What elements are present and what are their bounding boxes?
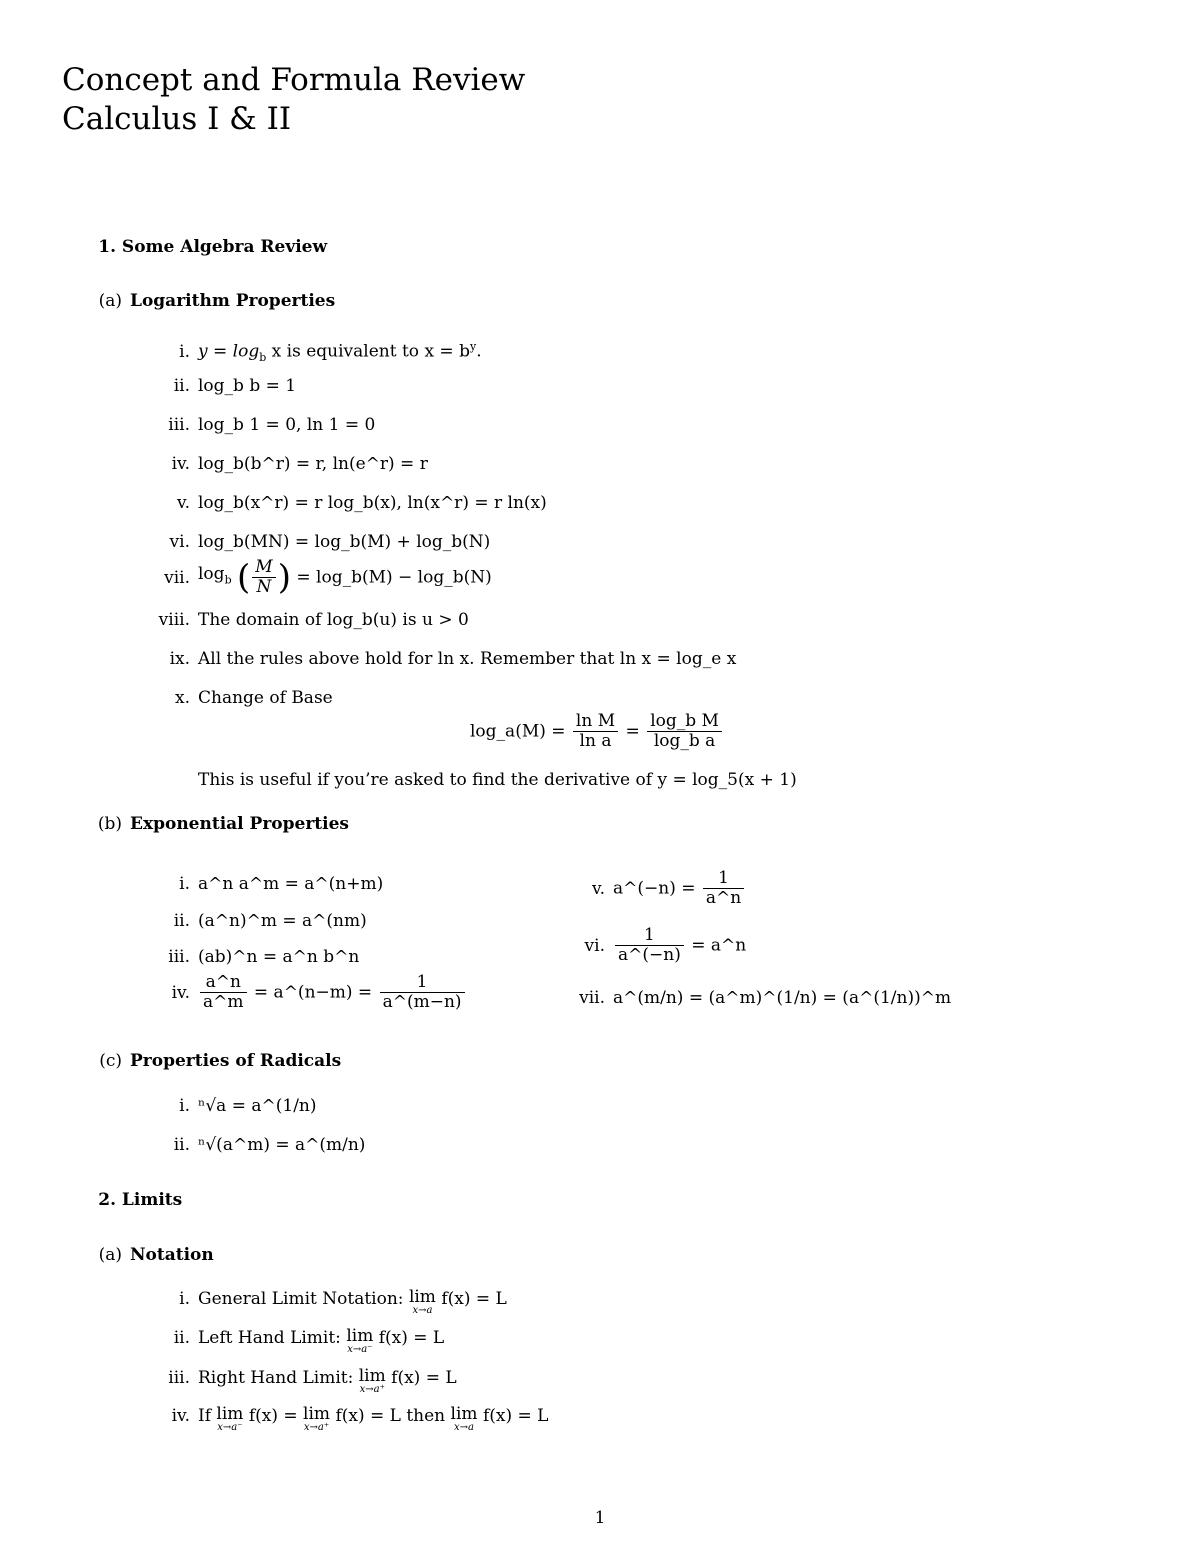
item-text: .	[476, 341, 482, 362]
item-numeral: iv.	[171, 454, 190, 474]
limit-word: lim	[450, 1404, 478, 1424]
item-text: General Limit Notation:	[198, 1289, 404, 1309]
subsection-heading	[92, 813, 349, 835]
list-item	[150, 687, 333, 709]
item-numeral: vi.	[169, 532, 190, 552]
page-number: 1	[594, 1508, 606, 1528]
document-title: Concept and Formula Review	[62, 62, 526, 98]
list-item	[565, 926, 746, 965]
item-text: log_b(b^r) = r, ln(e^r) = r	[198, 454, 428, 474]
fraction-numerator: 1	[718, 868, 729, 888]
limit-operator	[409, 1288, 436, 1316]
subsection-heading	[92, 1050, 341, 1072]
item-numeral: vii.	[579, 988, 605, 1008]
item-text: (ab)^n = a^n b^n	[198, 947, 360, 967]
list-item	[150, 1288, 507, 1316]
limit-operator	[451, 1405, 478, 1433]
item-text: a^(m/n) = (a^m)^(1/n) = (a^(1/n))^m	[613, 988, 952, 1008]
section-number: 2.	[98, 1190, 116, 1210]
limit-operator	[359, 1367, 386, 1395]
right-paren: )	[277, 557, 291, 598]
list-item	[150, 609, 469, 631]
list-item	[150, 1134, 365, 1156]
fraction-numerator: ln M	[575, 711, 616, 731]
item-numeral: x.	[175, 688, 190, 708]
fraction-denominator: a^n	[703, 888, 744, 908]
fraction-denominator: a^m	[200, 992, 247, 1012]
item-text: f(x) = L	[441, 1289, 507, 1309]
item-text: f(x) = L	[391, 1368, 457, 1388]
item-text: log_b(x^r) = r log_b(x), ln(x^r) = r ln(x)	[198, 493, 547, 513]
item-numeral: ii.	[173, 376, 190, 396]
item-numeral: i.	[179, 1096, 190, 1116]
item-numeral: ii.	[173, 911, 190, 931]
note-text: This is useful if you’re asked to find the derivative of y = log_5(x + 1)	[198, 770, 797, 790]
list-item	[150, 1095, 317, 1117]
item-text: f(x) = L	[482, 1406, 549, 1426]
list-item	[150, 1405, 548, 1433]
fraction-denominator: a^(m−n)	[380, 992, 465, 1012]
list-item	[565, 987, 951, 1009]
list-item	[150, 910, 367, 932]
limit-operator	[346, 1327, 373, 1355]
limit-word: lim	[303, 1404, 331, 1424]
list-item	[150, 1327, 444, 1355]
item-text: = a^n	[691, 935, 747, 956]
fraction-numerator: 1	[644, 925, 655, 945]
item-text: log_b b = 1	[198, 376, 297, 396]
fraction	[615, 926, 684, 965]
fraction	[200, 973, 247, 1012]
item-superscript: y	[469, 340, 477, 353]
section-title: Limits	[121, 1190, 183, 1210]
fraction-numerator: M	[255, 557, 273, 577]
subsection-heading	[92, 1244, 214, 1266]
fraction-denominator: ln a	[573, 731, 618, 751]
item-text: Right Hand Limit:	[198, 1368, 354, 1388]
list-item	[150, 973, 467, 1012]
formula-lhs: log_a(M) =	[470, 721, 566, 742]
fraction	[703, 869, 744, 908]
item-text: Left Hand Limit:	[198, 1328, 341, 1348]
list-item	[150, 414, 375, 436]
item-text: f(x) = L	[378, 1328, 445, 1348]
fraction-denominator: log_b a	[647, 731, 722, 751]
item-text: log_b 1 = 0, ln 1 = 0	[198, 415, 376, 435]
limit-subscript: x→a	[454, 1422, 475, 1433]
fraction	[252, 558, 275, 597]
limit-word: lim	[408, 1287, 436, 1307]
item-text: a^n a^m = a^(n+m)	[198, 874, 384, 894]
subsection-title: Exponential Properties	[130, 814, 349, 834]
limit-word: lim	[216, 1404, 244, 1424]
limit-subscript: x→a⁻	[217, 1422, 243, 1433]
item-text: All the rules above hold for ln x. Remember that ln x = log_e x	[198, 649, 737, 669]
left-paren: (	[237, 557, 251, 598]
item-numeral: i.	[179, 341, 190, 362]
item-numeral: viii.	[158, 610, 190, 630]
item-numeral: iii.	[168, 415, 190, 435]
item-numeral: ix.	[169, 649, 190, 669]
subsection-title: Properties of Radicals	[130, 1051, 342, 1071]
fraction-numerator: log_b M	[650, 711, 719, 731]
log-prefix: $\log_b$	[198, 564, 232, 587]
item-text: f(x) =	[248, 1406, 298, 1426]
item-text: log_b(MN) = log_b(M) + log_b(N)	[198, 532, 491, 552]
equals-sign: =	[625, 721, 640, 742]
list-item	[150, 492, 547, 514]
fraction-numerator: 1	[416, 972, 428, 992]
item-numeral: vii.	[164, 567, 190, 588]
limit-word: lim	[346, 1326, 374, 1346]
list-item	[150, 336, 482, 369]
section-heading	[92, 236, 327, 258]
subsection-title: Logarithm Properties	[130, 291, 336, 311]
list-item	[150, 1367, 457, 1395]
item-numeral: v.	[592, 878, 605, 899]
change-of-base-formula	[470, 712, 724, 751]
section-title: Some Algebra Review	[121, 237, 328, 257]
fraction	[573, 712, 618, 751]
item-text: = a^(n−m) =	[253, 982, 373, 1003]
fraction	[380, 973, 465, 1012]
item-numeral: iv.	[171, 1406, 190, 1426]
limit-subscript: x→a⁻	[347, 1344, 373, 1355]
item-numeral: iv.	[171, 982, 190, 1003]
section-number: 1.	[98, 237, 116, 257]
item-numeral: iii.	[168, 947, 190, 967]
subsection-label: (b)	[97, 814, 122, 834]
fraction	[647, 712, 722, 751]
limit-subscript: x→a⁺	[359, 1384, 385, 1395]
list-item	[150, 531, 490, 553]
item-text: ⁿ√(a^m) = a^(m/n)	[198, 1135, 366, 1155]
item-text: Change of Base	[198, 688, 333, 708]
item-text: f(x) = L then	[335, 1406, 446, 1426]
item-text: (a^n)^m = a^(nm)	[198, 911, 367, 931]
subsection-heading	[92, 290, 335, 312]
limit-subscript: x→a⁺	[303, 1422, 330, 1433]
item-numeral: vi.	[584, 935, 605, 956]
limit-operator	[216, 1405, 243, 1433]
item-numeral: ii.	[173, 1135, 190, 1155]
limit-subscript: x→a	[412, 1305, 433, 1316]
item-text: y = log	[198, 341, 260, 362]
item-subscript: b	[259, 351, 267, 365]
item-text: a^(−n) =	[613, 878, 696, 899]
list-item	[150, 648, 736, 670]
subsection-label: (a)	[98, 291, 122, 311]
document-subtitle: Calculus I & II	[62, 101, 292, 137]
subsection-title: Notation	[130, 1245, 214, 1265]
item-numeral: i.	[179, 1289, 190, 1309]
fraction-numerator: a^n	[205, 972, 241, 992]
limit-operator	[303, 1405, 330, 1433]
fraction-denominator: a^(−n)	[615, 945, 684, 965]
fraction-denominator: N	[252, 577, 275, 597]
item-text: ⁿ√a = a^(1/n)	[198, 1096, 317, 1116]
section-heading	[92, 1189, 182, 1211]
list-item	[150, 558, 492, 597]
list-item	[150, 453, 428, 475]
item-numeral: iii.	[168, 1368, 190, 1388]
item-text: If	[198, 1406, 212, 1426]
item-numeral: v.	[177, 493, 190, 513]
item-text: = log_b(M) − log_b(N)	[296, 567, 492, 588]
list-item	[150, 375, 296, 397]
item-numeral: ii.	[173, 1328, 190, 1348]
subsection-label: (a)	[98, 1245, 122, 1265]
limit-word: lim	[358, 1366, 386, 1386]
item-text: x is equivalent to x = b	[266, 341, 470, 362]
subsection-label: (c)	[99, 1051, 122, 1071]
list-item	[565, 869, 746, 908]
item-text: The domain of log_b(u) is u > 0	[198, 610, 469, 630]
list-item	[150, 873, 383, 895]
item-numeral: i.	[179, 874, 190, 894]
list-item	[150, 946, 359, 968]
